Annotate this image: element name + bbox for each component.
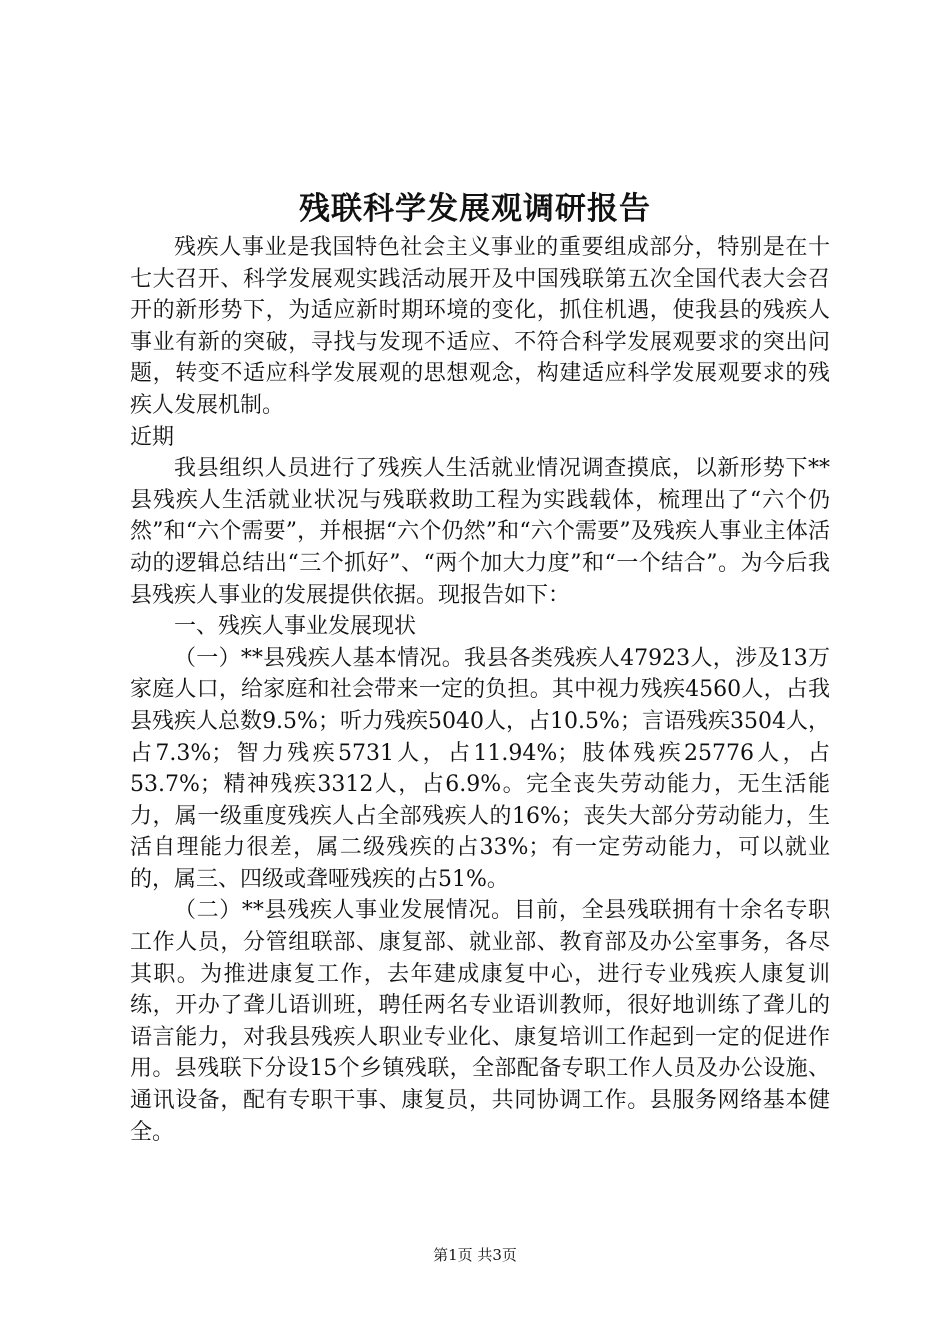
document-body: [130, 232, 830, 1148]
paragraph-development-situation: （二）**县残疾人事业发展情况。目前，全县残联拥有十余名专职工作人员，分管组联部、康复部、就业部、教育部及办公室事务，各尽其职。为推进康复工作，去年建成康复中心，进行专业残疾人康复训练，开办了聋儿语训班，聘任两名专业语训教师，很好地训练了聋儿的语言能力，对我县残疾人职业专业化、康复培训工作起到一定的促进作用。县残联下分设15个乡镇残联，全部配备专职工作人员及办公设施、通讯设备，配有专职干事、康复员，共同协调工作。县服务网络基本健全。: [130, 898, 830, 1145]
paragraph-intro: 残疾人事业是我国特色社会主义事业的重要组成部分，特别是在十七大召开、科学发展观实践活动展开及中国残联第五次全国代表大会召开的新形势下，为适应新时期环境的变化，抓住机遇，使我县的残疾人事业有新的突破，寻找与发现不适应、不符合科学发展观要求的突出问题，转变不适应科学发展观的思想观念，构建适应科学发展观要求的残疾人发展机制。: [130, 235, 830, 418]
paragraph-basic-situation: （一）**县残疾人基本情况。我县各类残疾人47923人，涉及13万家庭人口，给家庭和社会带来一定的负担。其中视力残疾4560人，占我县残疾人总数9.5%；听力残疾5040人，占10.5%；言语残疾3504人，占7.3%；智力残疾5731人，占11.94%；肢体残疾25776人，占53.7%；精神残疾3312人，占6.9%。完全丧失劳动能力，无生活能力，属一级重度残疾人占全部残疾人的16%；丧失大部分劳动能力，生活自理能力很差，属二级残疾的占33%；有一定劳动能力，可以就业的，属三、四级或聋哑残疾的占51%。: [130, 645, 830, 892]
section-heading-1: 一、残疾人事业发展现状: [174, 614, 417, 640]
page-number-footer: 第1页 共3页: [433, 1246, 517, 1264]
paragraph-recent: 近期: [130, 424, 175, 450]
paragraph-survey: 我县组织人员进行了残疾人生活就业情况调查摸底，以新形势下**县残疾人生活就业状况与残联救助工程为实践载体，梳理出了“六个仍然”和“六个需要”，并根据“六个仍然”和“六个需要”及残疾人事业主体活动的逻辑总结出“三个抓好”、“两个加大力度”和“一个结合”。为今后我县残疾人事业的发展提供依据。现报告如下：: [130, 456, 830, 608]
document-title: 残联科学发展观调研报告: [299, 191, 651, 227]
